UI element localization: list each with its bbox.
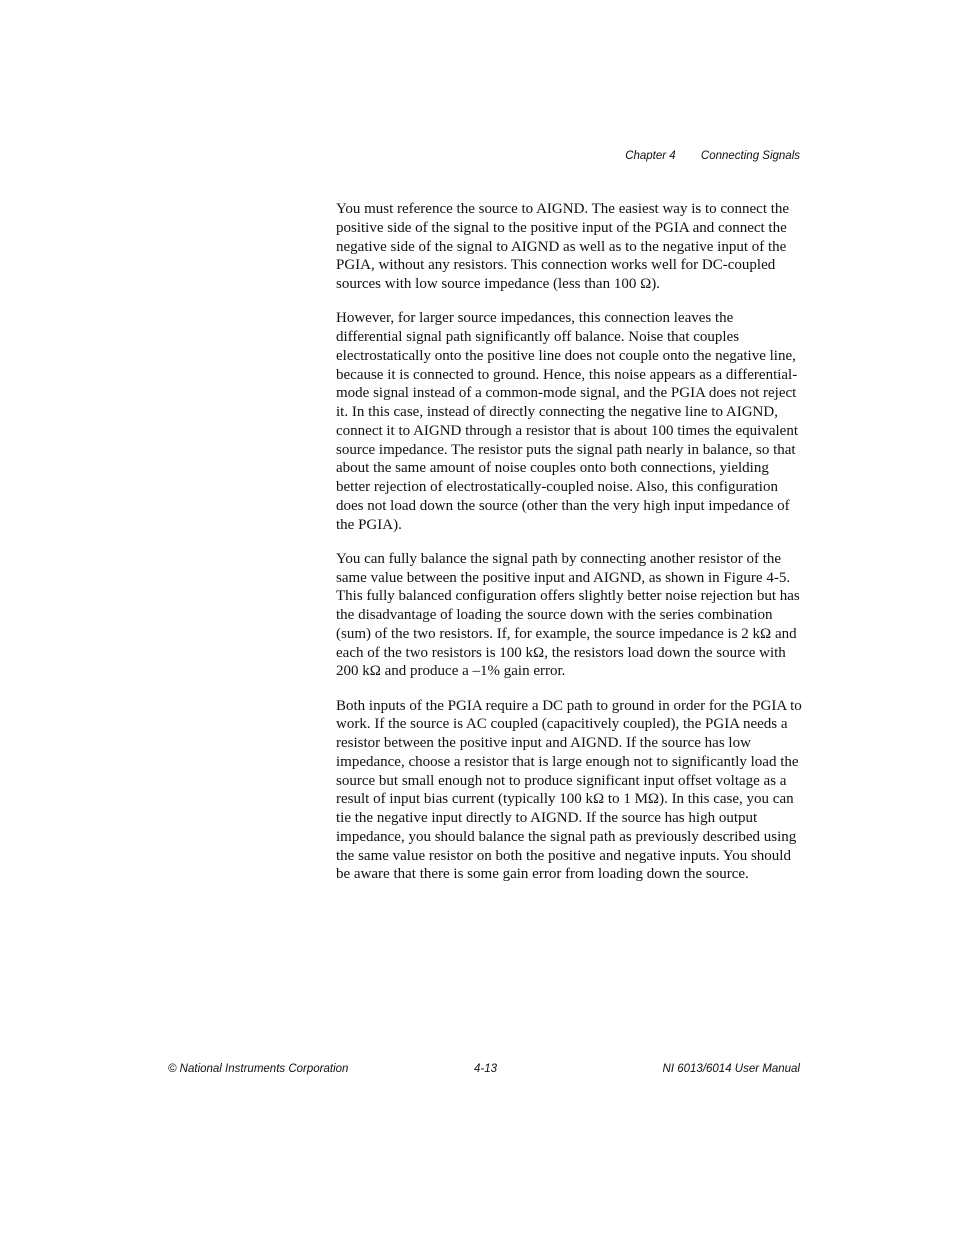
paragraph: You must reference the source to AIGND. The easiest way is to connect the positive side of the signal to the positive input of the PGIA and connect the negative side of the signal to AIGND as well as to the negative input of the PGIA, without any resistors. This connection works well for DC-coupled sources with low source impedance (less than 100 Ω). <box>336 201 790 292</box>
chapter-label: Chapter 4 <box>625 150 676 162</box>
chapter-title: Connecting Signals <box>700 150 800 162</box>
page-footer <box>168 1063 800 1079</box>
paragraph: However, for larger source impedances, this connection leaves the differential signal path significantly off balance. Noise that couples electrostatically onto the positive line does not couple onto the negative line, because it is connected to ground. Hence, this noise appears as a differential-mode signal instead of a common-mode signal, and the PGIA does not reject it. In this case, instead of directly connecting the negative line to AIGND, connect it to AIGND through a resistor that is about 100 times the equivalent source impedance. The resistor puts the signal path nearly in balance, so that about the same amount of noise couples onto both connections, yielding better rejection of electrostatically-coupled noise. Also, this configuration does not load down the source (other than the very high input impedance of the PGIA). <box>336 310 798 533</box>
body-text <box>336 200 802 900</box>
copyright-notice: © National Instruments Corporation <box>168 1063 349 1075</box>
page-number: 4-13 <box>474 1063 498 1075</box>
running-header <box>625 150 800 162</box>
paragraph: You can fully balance the signal path by connecting another resistor of the same value between the positive input and AIGND, as shown in Figure 4-5. This fully balanced configuration offers slightly better noise rejection but has the disadvantage of loading the source down with the series combination (sum) of the two resistors. If, for example, the source impedance is 2 kΩ and each of the two resistors is 100 kΩ, the resistors load down the source with 200 kΩ and produce a –1% gain error. <box>336 550 800 680</box>
paragraph: Both inputs of the PGIA require a DC path to ground in order for the PGIA to work. If the source is AC coupled (capacitively coupled), the PGIA needs a resistor between the positive input and AIGND. If the source has low impedance, choose a resistor that is large enough not to significantly load the source but small enough not to produce significant input offset voltage as a result of input bias current (typically 100 kΩ to 1 MΩ). In this case, you can tie the negative input directly to AIGND. If the source has high output impedance, you should balance the signal path as previously described using the same value resistor on both the positive and negative inputs. You should be aware that there is some gain error from loading down the source. <box>336 697 802 883</box>
manual-title: NI 6013/6014 User Manual <box>662 1063 800 1075</box>
